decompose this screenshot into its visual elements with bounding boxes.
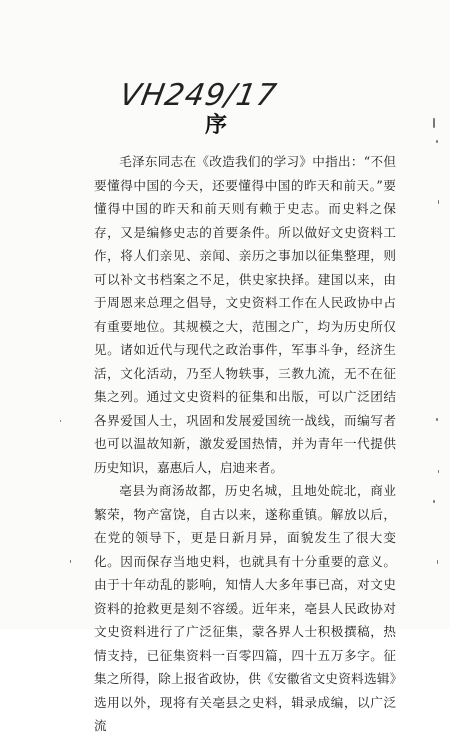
scan-speck xyxy=(438,200,439,204)
scan-speck xyxy=(433,500,435,503)
scan-speck xyxy=(70,560,71,563)
scan-speck xyxy=(436,140,438,143)
scan-speck xyxy=(60,420,61,422)
scan-speck xyxy=(438,470,439,473)
body-text xyxy=(94,150,396,738)
scan-speck xyxy=(436,418,438,421)
paragraph: 亳县为商汤故都，历史名城，且地处皖北，商业繁荣，物产富饶，自古以来，遂称重镇。解放以后，在党的领导下，更是日新月异，面貌发生了很大变化。因而保存当地史料，也就具有十分重要的意义。由于十年动乱的影响，知情人大多年事已高，对文史资料的抢救更是刻不容缓。近年来，亳县人民政协对文史资料进行了广泛征集，蒙各界人士积极撰稿，热情支持，已征集资料一百零四篇，四十五万多字。征集之所得，除上报省政协，供《安徽省文史资料选辑》选用以外，现将有关亳县之史料，辑录成编，以广泛流 xyxy=(94,483,396,733)
paragraph: 毛泽东同志在《改造我们的学习》中指出：“不但要懂得中国的今天，还要懂得中国的昨天和前天。”要懂得中国的昨天和前天则有赖于史志。而史料之保存，又是编修史志的首要条件。所以做好文史资料工作，将人们亲见、亲闻、亲历之事加以征集整理，则可以补文书档案之不足，供史家抉择。建国以来，由于周恩来总理之倡导，文史资料工作在人民政协中占有重要地位。其规模之大，范围之广，均为历史所仅见。诸如近代与现代之政治事件，军事斗争，经济生活，文化活动，乃至人物轶事，三教九流，无不在征集之列。通过文史资料的征集和出版，可以广泛团结各界爱国人士，巩固和发展爱国统一战线，而编写者也可以温故知新，激发爱国热情，并为青年一代提供历史知识，嘉惠后人，启迪来者。 xyxy=(94,154,396,475)
page-title: 序 xyxy=(205,112,228,138)
scan-speck xyxy=(433,118,435,128)
handwritten-call-number: VH249/17 xyxy=(116,78,280,113)
scan-speck xyxy=(437,560,438,564)
